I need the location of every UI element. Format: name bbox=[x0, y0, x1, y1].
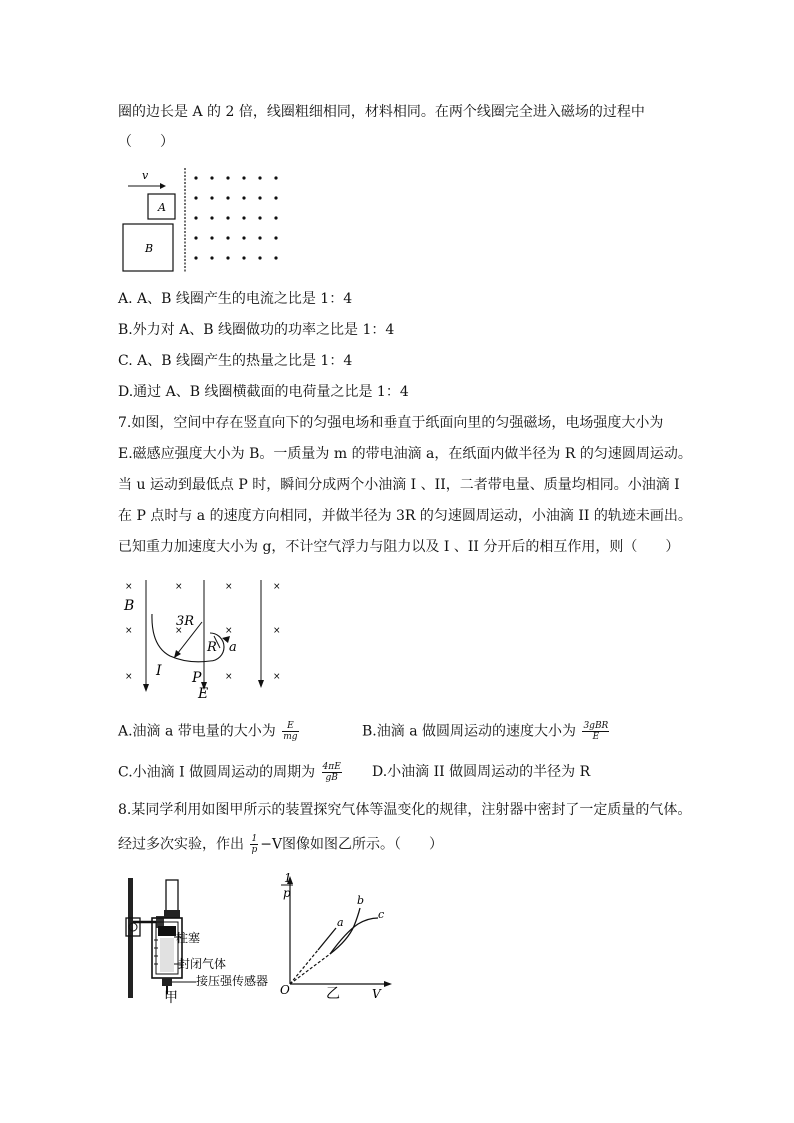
q7-stem-line5: 已知重力加速度大小为 g，不计空气浮力与阻力以及 I 、II 分开后的相互作用，则（ ） bbox=[118, 539, 680, 555]
field-dot bbox=[226, 196, 229, 199]
magnetic-field-dots bbox=[194, 176, 277, 259]
label-sealed-gas: 封闭气体 bbox=[178, 957, 227, 971]
field-cross: × bbox=[125, 672, 133, 682]
q7-option-b-fraction: $\frac{\text{3gBR}}{E}$ bbox=[583, 721, 609, 742]
q7-option-a-fraction: $\frac{E}{mg}$ bbox=[283, 721, 298, 742]
field-cross: × bbox=[175, 626, 183, 636]
field-dot bbox=[242, 236, 245, 239]
field-dot bbox=[258, 196, 261, 199]
field-dot bbox=[210, 176, 213, 179]
q6-option-a: A. A、B 线圈产生的电流之比是 1：4 bbox=[118, 291, 353, 307]
q8-fraction-1-over-p: $\frac{1}{p}$ bbox=[251, 834, 258, 855]
field-dot bbox=[194, 176, 197, 179]
support-rod bbox=[128, 878, 133, 998]
field-dot bbox=[258, 216, 261, 219]
field-dot bbox=[242, 216, 245, 219]
field-dot bbox=[274, 256, 277, 259]
field-cross: × bbox=[273, 626, 281, 636]
q6-stem-line1: 圈的边长是 A 的 2 倍，线圈粗细相同，材料相同。在两个线圈完全进入磁场的过程中 bbox=[118, 104, 645, 120]
q7-option-c: C.小油滴 I 做圆周运动的周期为 $\frac{4\pi E}{gB}$ bbox=[118, 762, 341, 783]
coil-a-label: A bbox=[158, 201, 166, 214]
q7-option-b: B.油滴 a 做圆周运动的速度大小为 $\frac{\text{3gBR}}{E}$ bbox=[362, 721, 609, 742]
label-e: E bbox=[198, 686, 209, 702]
magnetic-field-crosses bbox=[125, 582, 281, 682]
y-axis-den: p bbox=[283, 886, 291, 900]
line-bc-extension bbox=[290, 954, 330, 984]
field-cross: × bbox=[273, 582, 281, 592]
field-dot bbox=[258, 176, 261, 179]
field-dot bbox=[194, 256, 197, 259]
field-dot bbox=[226, 176, 229, 179]
label-p: P bbox=[192, 670, 202, 686]
line-a-extension bbox=[290, 950, 318, 984]
label-pressure-sensor: 接压强传感器 bbox=[196, 974, 269, 988]
label-curve-c: c bbox=[378, 908, 385, 921]
q7-stem-line4: 在 P 点时与 a 的速度方向相同，并做半径为 3R 的匀速圆周运动，小油滴 II 的轨迹未画出。 bbox=[118, 508, 692, 524]
field-dot bbox=[258, 256, 261, 259]
q7-option-a: A.油滴 a 带电量的大小为 $\frac{E}{mg}$ bbox=[118, 721, 298, 742]
field-cross: × bbox=[125, 582, 133, 592]
field-dot bbox=[242, 176, 245, 179]
sensor-connector bbox=[162, 978, 172, 986]
x-axis-label-v: V bbox=[372, 987, 381, 1001]
q6-figure-coils-field bbox=[118, 166, 288, 278]
q6-stem-bracket: （ ） bbox=[118, 134, 174, 150]
q7-option-d: D.小油滴 II 做圆周运动的半径为 R bbox=[372, 764, 591, 780]
field-dot bbox=[210, 256, 213, 259]
field-dot bbox=[274, 176, 277, 179]
field-dot bbox=[210, 216, 213, 219]
plunger-head bbox=[158, 926, 176, 936]
velocity-arrow-head bbox=[160, 183, 166, 189]
b-field-label: B bbox=[124, 598, 135, 614]
q8-figure-jia-apparatus bbox=[118, 870, 288, 1008]
field-dot bbox=[210, 196, 213, 199]
q6-option-c: C. A、B 线圈产生的热量之比是 1：4 bbox=[118, 353, 353, 369]
q7-stem-line1: 7.如图，空间中存在竖直向下的匀强电场和垂直于纸面向里的匀强磁场，电场强度大小为 bbox=[118, 415, 664, 431]
field-cross: × bbox=[225, 672, 233, 682]
q8-stem-line1: 8.某同学利用如图甲所示的装置探究气体等温变化的规律，注射器中密封了一定质量的气体。 bbox=[118, 802, 692, 818]
q6-option-d: D.通过 A、B 线圈横截面的电荷量之比是 1：4 bbox=[118, 384, 409, 400]
field-dot bbox=[194, 236, 197, 239]
q8-stem-line2: 经过多次实验，作出 $\frac{1}{p}$ −V图像如图乙所示。（ ） bbox=[118, 834, 444, 855]
field-dot bbox=[274, 236, 277, 239]
field-cross: × bbox=[273, 672, 281, 682]
origin-label: O bbox=[280, 983, 290, 997]
line-a bbox=[318, 928, 336, 950]
field-cross: × bbox=[125, 626, 133, 636]
field-dot bbox=[226, 256, 229, 259]
label-r: R bbox=[207, 640, 217, 655]
label-zhusai: 柱塞 bbox=[176, 931, 201, 945]
label-yi: 乙 bbox=[326, 986, 340, 1002]
field-cross: × bbox=[225, 582, 233, 592]
velocity-label: v bbox=[142, 169, 149, 182]
q6-option-b: B.外力对 A、B 线圈做功的功率之比是 1：4 bbox=[118, 322, 395, 338]
label-jia: 甲 bbox=[164, 990, 178, 1006]
field-dot bbox=[194, 216, 197, 219]
field-cross: × bbox=[225, 626, 233, 636]
label-line-a: a bbox=[337, 916, 344, 929]
q7-stem-line3: 当 u 运动到最低点 P 时，瞬间分成两个小油滴 I 、II，二者带电量、质量均相同。小油滴 I bbox=[118, 477, 680, 493]
field-cross: × bbox=[175, 582, 183, 592]
field-dot bbox=[242, 256, 245, 259]
q8-figure-yi-graph bbox=[274, 868, 394, 1004]
q7-figure-fields-droplet bbox=[118, 572, 288, 704]
field-dot bbox=[226, 216, 229, 219]
field-dot bbox=[258, 236, 261, 239]
coil-b-label: B bbox=[145, 242, 154, 255]
field-dot bbox=[226, 236, 229, 239]
q7-option-c-fraction: $\frac{4\pi E}{gB}$ bbox=[322, 762, 341, 783]
label-a: a bbox=[229, 640, 237, 655]
field-dot bbox=[274, 196, 277, 199]
label-3r: 3R bbox=[176, 614, 195, 629]
label-i: I bbox=[156, 663, 162, 679]
label-curve-b: b bbox=[357, 894, 365, 907]
field-dot bbox=[210, 236, 213, 239]
field-dot bbox=[194, 196, 197, 199]
field-dot bbox=[242, 196, 245, 199]
field-dot bbox=[274, 216, 277, 219]
q7-stem-line2: E.磁感应强度大小为 B。一质量为 m 的带电油滴 a，在纸面内做半径为 R 的匀速圆周运动。 bbox=[118, 446, 692, 462]
y-axis-num: 1 bbox=[284, 871, 292, 885]
